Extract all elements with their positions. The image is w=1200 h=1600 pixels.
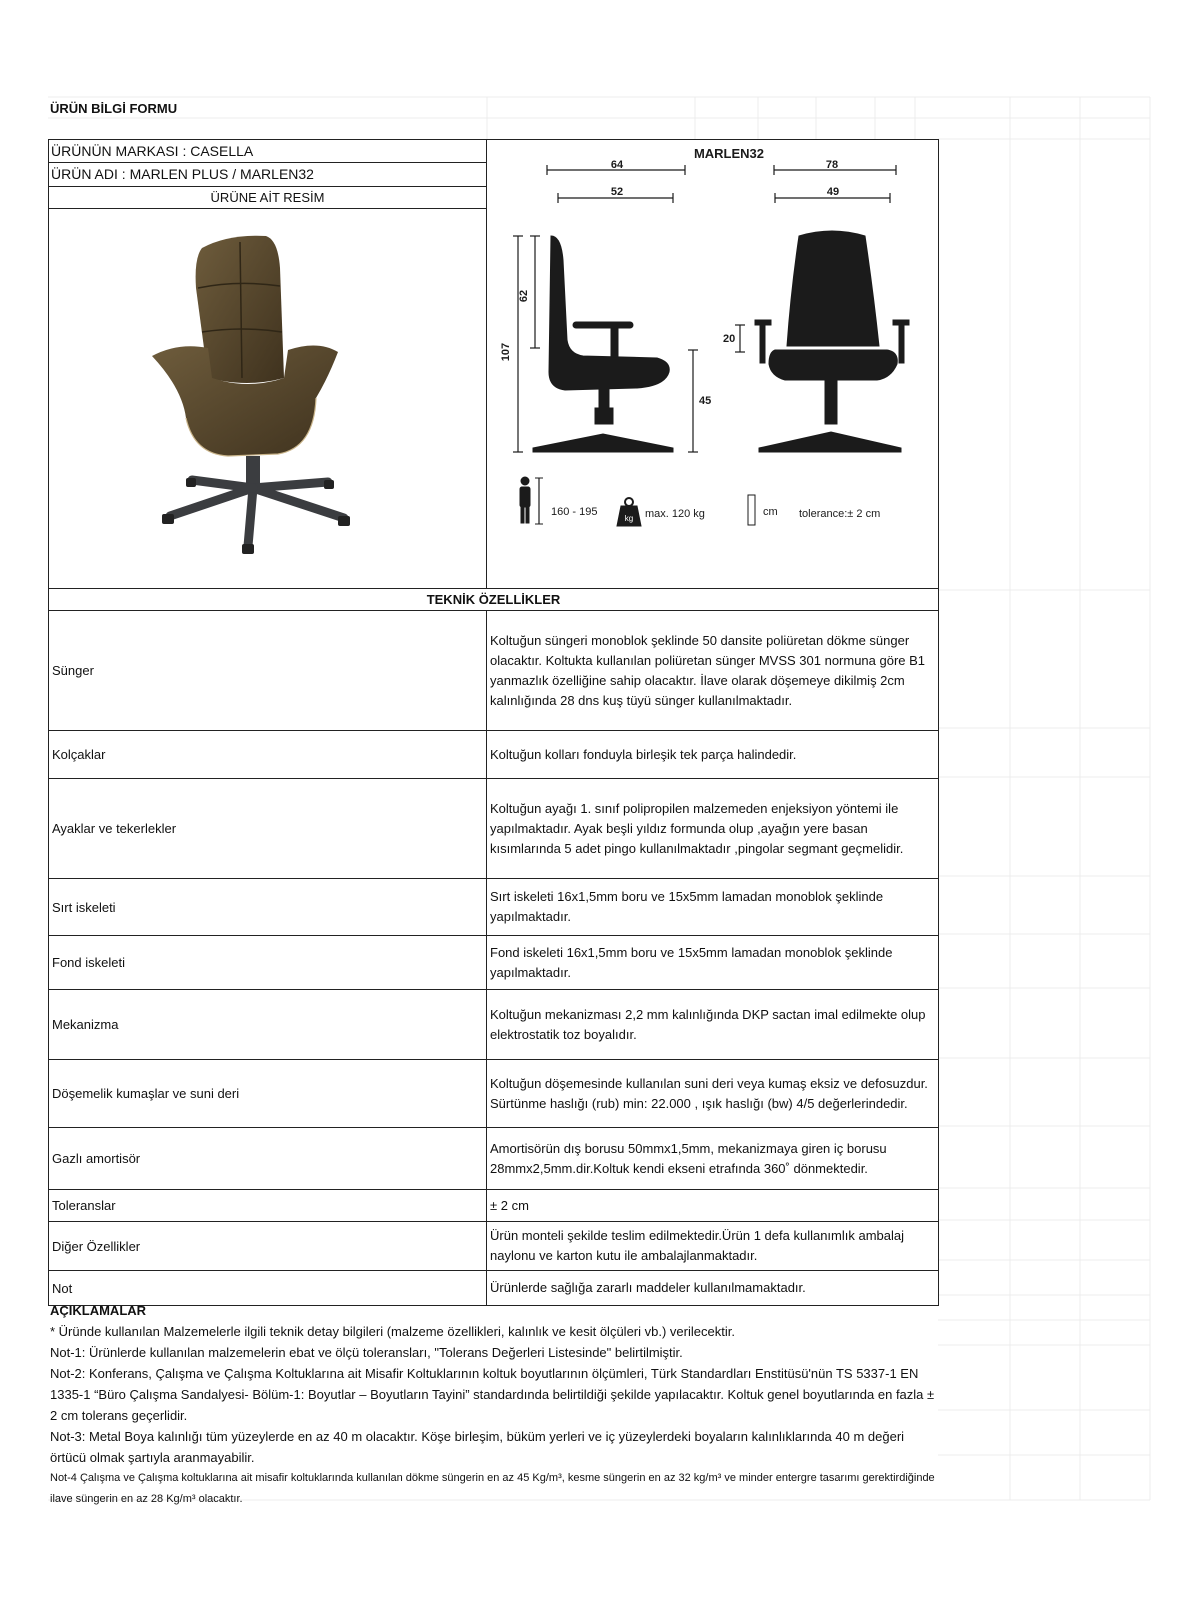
spec-text: Sırt iskeleti 16x1,5mm boru ve 15x5mm lamadan monoblok şeklinde yapılmaktadır. <box>487 879 939 936</box>
spec-label: Döşemelik kumaşlar ve suni deri <box>49 1060 487 1128</box>
legend-unit: cm <box>763 506 778 518</box>
product-photo-cell <box>49 208 487 588</box>
spec-text: Koltuğun döşemesinde kullanılan suni deri veya kumaş eksiz ve defosuzdur. Sürtünme haslığı (rub) min: 22.000 , ışık haslığı (bw) 4/5 değerlerindedir. <box>487 1060 939 1128</box>
product-name-cell: ÜRÜN ADI : MARLEN PLUS / MARLEN32 <box>49 163 487 186</box>
tech-specs-heading: TEKNİK ÖZELLİKLER <box>49 589 939 611</box>
product-info-table <box>48 139 939 1306</box>
spec-label: Ayaklar ve tekerlekler <box>49 779 487 879</box>
brand-cell: ÜRÜNÜN MARKASI : CASELLA <box>49 140 487 163</box>
diagram-model: MARLEN32 <box>693 146 765 161</box>
spec-text: Koltuğun süngeri monoblok şeklinde 50 dansite poliüretan dökme sünger olacaktır. Koltukta kullanılan poliüretan sünger MVSS 301 normuna göre B1 yanmazlık özelliğine sahip olacaktır. İlave olarak döşemeye dikilmiş 2cm kalınlığında 28 dns kuş tüyü sünger kullanılmaktadır. <box>487 611 939 731</box>
spec-text: Koltuğun kolları fonduyla birleşik tek parça halindedir. <box>487 731 939 779</box>
dim-seat-height: 45 <box>699 395 712 407</box>
spec-text: ± 2 cm <box>487 1190 939 1222</box>
spec-text: Koltuğun ayağı 1. sınıf polipropilen malzemeden enjeksiyon yöntemi ile yapılmaktadır. Ayak beşli yıldız formunda olup ,ayağın yere basan kısımlarında 5 adet pingo kullanılmaktadır ,pingolar segmant geçmelidir. <box>487 779 939 879</box>
note-line: Not-2: Konferans, Çalışma ve Çalışma Koltuklarına ait Misafir Koltuklarının koltuk boyutlarının ölçümleri, Türk Standardları Enstitüsü'nün TS 5337-1 EN 1335-1 “Büro Çalışma Sandalyesi- Bölüm-1: Boyutlar – Boyutların Tayini” standardında belirtildiği şekilde yapılacaktır. Koltuk genel boyutlarında en fazla ± 2 cm tolerans geçerlidir. <box>50 1366 935 1423</box>
spec-label: Kolçaklar <box>49 731 487 779</box>
legend-max-load: max. 120 kg <box>645 508 705 520</box>
spec-label: Sırt iskeleti <box>49 879 487 936</box>
note-line: Not-3: Metal Boya kalınlığı tüm yüzeylerde en az 40 m olacaktır. Köşe birleşim, büküm yerleri ve iç yüzeylerdeki boyaların kalınlıklarında 40 m değeri örtücü olmak şartıyla aranmayabilir. <box>50 1429 905 1465</box>
spec-text: Koltuğun mekanizması 2,2 mm kalınlığında DKP sactan imal edilmekte olup elektrostatik toz boyalıdır. <box>487 990 939 1060</box>
dimension-diagram-cell <box>487 140 939 589</box>
note-line-small: Not-4 Çalışma ve Çalışma koltuklarına ait misafir koltuklarında kullanılan dökme süngerin en az 45 Kg/m³, kesme süngerin en az 32 kg/m³ ve minder entergre tasarımı gerektirdiğinde ilave süngerin en az 28 Kg/m³ olacaktır. <box>50 1472 935 1505</box>
spec-label: Not <box>49 1271 487 1306</box>
note-line: Not-1: Ürünlerde kullanılan malzemelerin ebat ve ölçü toleransları, "Tolerans Değerleri Listesinde" belirtilmiştir. <box>50 1345 683 1360</box>
dim-back-height: 62 <box>518 289 530 303</box>
spec-label: Toleranslar <box>49 1190 487 1222</box>
spec-text: Amortisörün dış borusu 50mmx1,5mm, mekanizmaya giren iç borusu 28mmx2,5mm.dir.Koltuk kendi ekseni etrafında 360˚ dönmektedir. <box>487 1128 939 1190</box>
note-line: * Üründe kullanılan Malzemelerle ilgili teknik detay bilgileri (malzeme özellikleri, kalınlık ve kesit ölçüleri vb.) verilecektir. <box>50 1324 735 1339</box>
dim-front-seat: 49 <box>826 186 840 198</box>
spec-label: Fond iskeleti <box>49 936 487 990</box>
dim-side-seat: 52 <box>610 186 624 198</box>
spec-text: Ürün monteli şekilde teslim edilmektedir.Ürün 1 defa kullanımlık ambalaj naylonu ve karton kutu ile ambalajlanmaktadır. <box>487 1222 939 1271</box>
dimension-diagram <box>487 140 937 583</box>
spec-label: Sünger <box>49 611 487 731</box>
explanations-heading: AÇIKLAMALAR <box>50 1303 147 1318</box>
spec-label: Diğer Özellikler <box>49 1222 487 1271</box>
image-caption-cell: ÜRÜNE AİT RESİM <box>49 186 487 208</box>
spec-text: Fond iskeleti 16x1,5mm boru ve 15x5mm lamadan monoblok şeklinde yapılmaktadır. <box>487 936 939 990</box>
spec-label: Gazlı amortisör <box>49 1128 487 1190</box>
legend-kg-badge: kg <box>624 514 634 523</box>
form-title: ÜRÜN BİLGİ FORMU <box>50 101 178 116</box>
spec-text: Ürünlerde sağlığa zararlı maddeler kullanılmamaktadır. <box>487 1271 939 1306</box>
legend-tolerance: tolerance:± 2 cm <box>799 508 881 520</box>
dim-arm-height: 20 <box>723 333 736 345</box>
legend-user-height: 160 - 195 <box>551 506 598 518</box>
dim-front-top: 78 <box>825 159 839 171</box>
spec-label: Mekanizma <box>49 990 487 1060</box>
dim-side-top: 64 <box>610 159 624 171</box>
explanations-section <box>50 1300 940 1510</box>
dim-height-total: 107 <box>500 342 512 362</box>
chair-photo <box>138 228 398 568</box>
